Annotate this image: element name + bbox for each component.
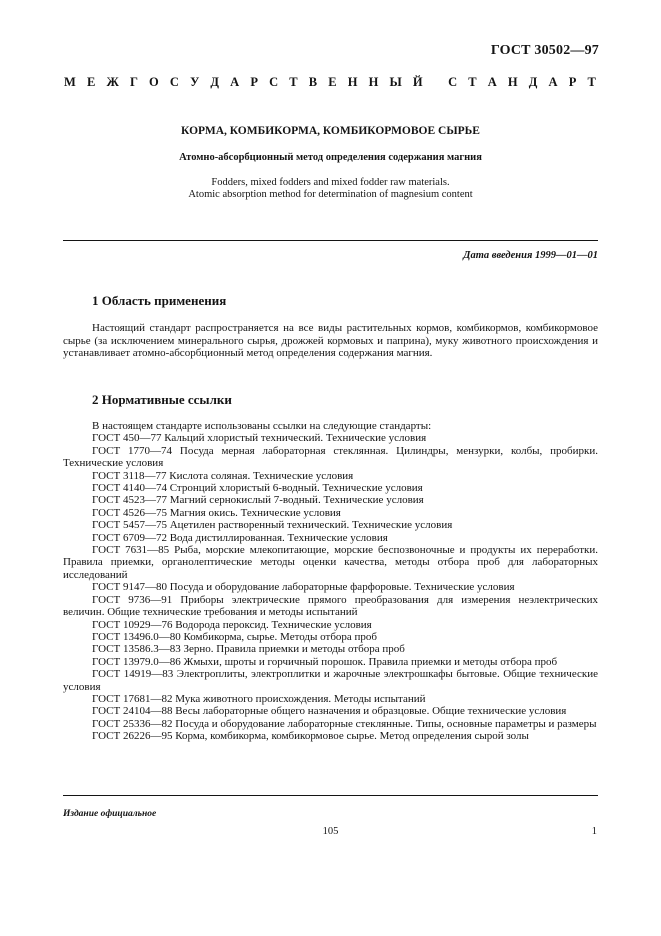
banner-letter: Е: [86, 75, 96, 89]
references-list: [63, 420, 598, 743]
official-edition-note: Издание официальное: [63, 809, 157, 819]
banner-letter: Р: [568, 75, 577, 89]
reference-item: ГОСТ 9147—80 Посуда и оборудование лабораторные фарфоровые. Технические условия: [92, 581, 515, 594]
banner-letter: Т: [289, 75, 298, 89]
document-subtitle: Атомно-абсорбционный метод определения содержания магния: [179, 152, 482, 163]
english-title: [0, 177, 661, 201]
introduction-date: Дата введения 1999—01—01: [463, 250, 598, 261]
reference-item: ГОСТ 4526—75 Магния окись. Технические условия: [92, 506, 341, 519]
banner-letter: Т: [468, 75, 477, 89]
banner-letter: В: [308, 75, 318, 89]
reference-item: ГОСТ 7631—85 Рыба, морские млекопитающие, морские беспозвоночные и продукты их переработки. Правила приемки, органолептические методы оценки качества, методы отбора проб для лабораторных исследований: [63, 544, 598, 581]
banner-letter: У: [190, 75, 200, 89]
banner-letter: Д: [528, 75, 538, 89]
banner-letter: С: [448, 75, 458, 89]
banner-letter: Н: [347, 75, 358, 89]
banner-word-gap: [434, 75, 437, 90]
banner-letter: А: [487, 75, 497, 89]
banner-letter: Р: [250, 75, 258, 89]
reference-item: ГОСТ 4523—77 Магний сернокислый 7-водный. Технические условия: [92, 494, 424, 507]
section-1-paragraph: Настоящий стандарт распространяется на все виды растительных кормов, комбикормов, комбикормовое сырье (за исключением минерального сырья, дрожжей кормовых и паприна), муку животного происхождения и устанавливает атомно-абсорбционный метод определения содержания магния.: [63, 322, 598, 359]
gost-code: ГОСТ 30502—97: [490, 43, 599, 58]
reference-item: ГОСТ 26226—95 Корма, комбикорма, комбикормовое сырье. Метод определения сырой золы: [92, 730, 529, 743]
banner-letter: С: [169, 75, 179, 89]
banner-letter: С: [269, 75, 279, 89]
banner-letter: Т: [587, 75, 596, 89]
references-intro: В настоящем стандарте использованы ссылки на следующие стандарты:: [92, 420, 432, 432]
banner-letter: Н: [368, 75, 379, 89]
banner-letter: Ж: [106, 75, 119, 89]
english-title-line-2: Atomic absorption method for determination of magnesium content: [188, 189, 473, 200]
section-2-heading: 2 Нормативные ссылки: [92, 392, 232, 407]
reference-item: ГОСТ 13496.0—80 Комбикорма, сырье. Методы отбора проб: [92, 630, 378, 643]
reference-item: ГОСТ 13586.3—83 Зерно. Правила приемки и методы отбора проб: [92, 643, 405, 656]
reference-item: ГОСТ 450—77 Кальций хлористый технический. Технические условия: [92, 432, 427, 445]
banner-letter: Д: [210, 75, 220, 89]
interstate-standard-banner: [64, 75, 596, 90]
reference-item: ГОСТ 24104—88 Весы лабораторные общего назначения и образцовые. Общие технические условия: [92, 705, 567, 718]
reference-item: ГОСТ 9736—91 Приборы электрические прямого преобразования для измерения неэлектрических величин. Общие технические требования и методы испытаний: [63, 593, 598, 619]
reference-item: ГОСТ 25336—82 Посуда и оборудование лабораторные стеклянные. Типы, основные параметры и размеры: [92, 717, 597, 730]
banner-letter: Е: [328, 75, 337, 89]
reference-item: ГОСТ 13979.0—86 Жмыхи, шроты и горчичный порошок. Правила приемки и методы отбора проб: [92, 655, 558, 668]
sheet-mark: 1: [591, 826, 597, 837]
footer-divider: [63, 795, 598, 796]
reference-item: ГОСТ 5457—75 Ацетилен растворенный технический. Технические условия: [92, 519, 453, 532]
banner-letter: Й: [412, 75, 423, 89]
banner-letter: Г: [129, 75, 138, 89]
english-title-line-1: Fodders, mixed fodders and mixed fodder raw materials.: [211, 177, 450, 188]
reference-item: ГОСТ 3118—77 Кислота соляная. Технические условия: [92, 469, 354, 482]
reference-item: ГОСТ 1770—74 Посуда мерная лабораторная стеклянная. Цилиндры, мензурки, колбы, пробирки. Технические условия: [63, 444, 598, 470]
banner-letter: М: [64, 75, 76, 89]
banner-letter: Н: [507, 75, 518, 89]
banner-letter: А: [230, 75, 240, 89]
banner-letter: Ы: [389, 75, 402, 89]
banner-letter: О: [149, 75, 159, 89]
section-1-text: [63, 322, 598, 360]
page-number: 105: [322, 826, 339, 837]
reference-item: ГОСТ 4140—74 Стронций хлористый 6-водный. Технические условия: [92, 482, 423, 495]
reference-item: ГОСТ 14919—83 Электроплиты, электроплитки и жарочные электрошкафы бытовые. Общие технические условия: [63, 668, 598, 693]
header-divider: [63, 240, 598, 241]
reference-item: ГОСТ 6709—72 Вода дистиллированная. Технические условия: [92, 531, 388, 544]
section-1-heading: 1 Область применения: [92, 293, 227, 308]
banner-letter: А: [548, 75, 558, 89]
document-title: КОРМА, КОМБИКОРМА, КОМБИКОРМОВОЕ СЫРЬЕ: [181, 125, 480, 137]
reference-item: ГОСТ 17681—82 Мука животного происхождения. Методы испытаний: [92, 692, 426, 705]
reference-item: ГОСТ 10929—76 Водорода пероксид. Технические условия: [92, 618, 372, 631]
